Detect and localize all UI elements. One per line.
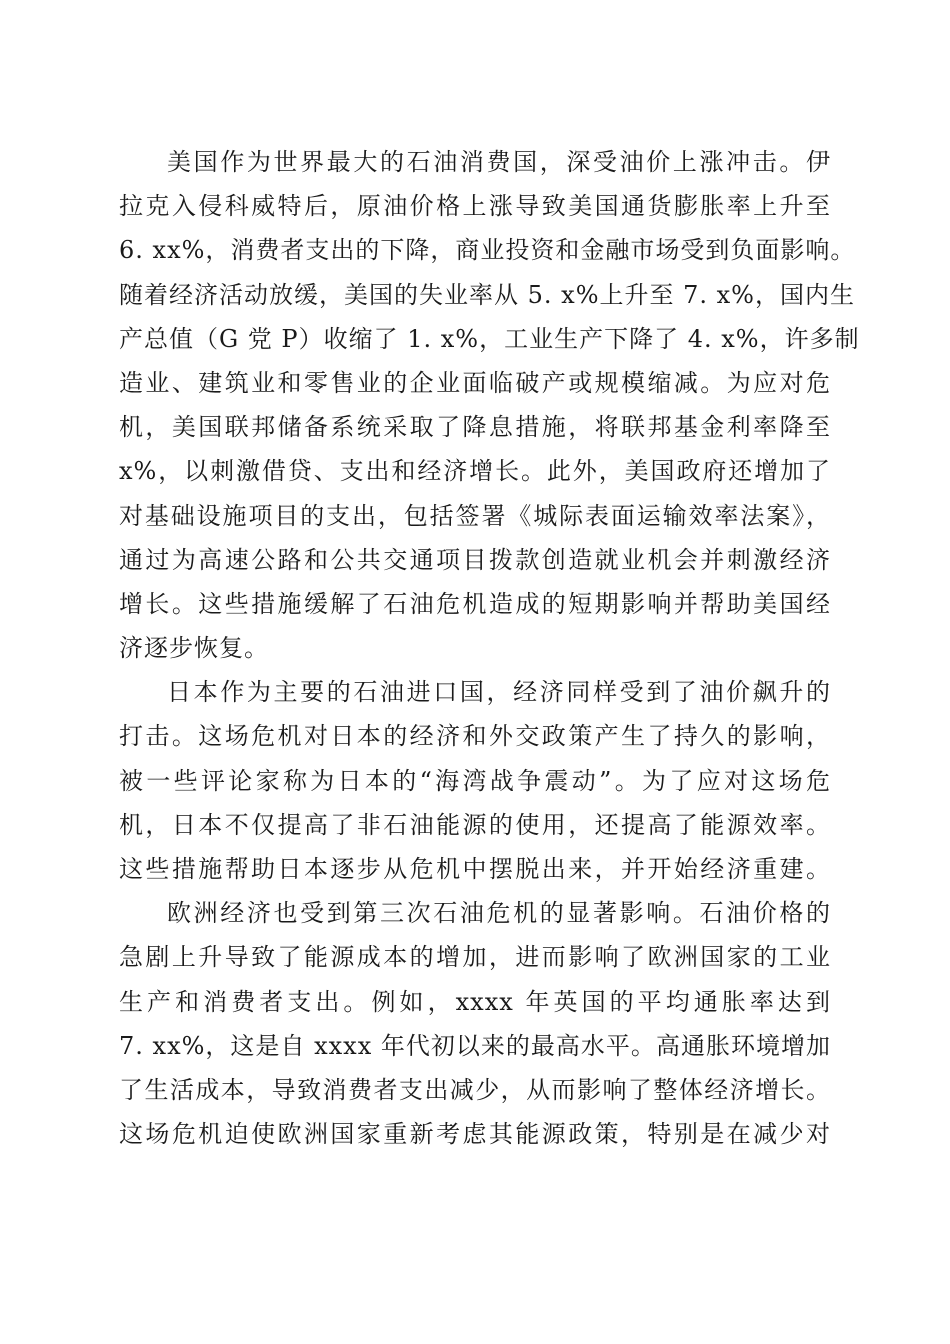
paragraph-1-line-11: 增长。这些措施缓解了石油危机造成的短期影响并帮助美国经 [119, 589, 831, 618]
paragraph-1-line-4: 随着经济活动放缓，美国的失业率从 5. x%上升至 7. x%，国内生 [119, 280, 855, 309]
paragraph-3-line-5: 了生活成本，导致消费者支出减少，从而影响了整体经济增长。 [119, 1075, 831, 1104]
paragraph-1-line-3: 6. xx%，消费者支出的下降，商业投资和金融市场受到负面影响。 [119, 236, 856, 265]
paragraph-3-line-6: 这场危机迫使欧洲国家重新考虑其能源政策，特别是在减少对 [119, 1120, 831, 1149]
paragraph-3-line-2: 急剧上升导致了能源成本的增加，进而影响了欧洲国家的工业 [119, 943, 831, 972]
body-text [119, 140, 860, 1156]
paragraph-1-line-5: 产总值（G 党 P）收缩了 1. x%，工业生产下降了 4. x%，许多制 [119, 324, 860, 353]
paragraph-1-line-1: 美国作为世界最大的石油消费国，深受油价上涨冲击。伊 [167, 148, 831, 176]
paragraph-2-line-2: 打击。这场危机对日本的经济和外交政策产生了持久的影响， [119, 722, 831, 751]
paragraph-1-line-6: 造业、建筑业和零售业的企业面临破产或规模缩减。为应对危 [119, 368, 831, 397]
paragraph-1-line-8: x%，以刺激借贷、支出和经济增长。此外，美国政府还增加了 [119, 457, 831, 486]
paragraph-1-line-7: 机，美国联邦储备系统采取了降息措施，将联邦基金利率降至 [119, 413, 831, 442]
paragraph-2-line-3: 被一些评论家称为日本的“海湾战争震动”。为了应对这场危 [119, 766, 831, 795]
paragraph-1-line-10: 通过为高速公路和公共交通项目拨款创造就业机会并刺激经济 [119, 545, 831, 574]
paragraph-3-line-3: 生产和消费者支出。例如，xxxx 年英国的平均通胀率达到 [119, 987, 831, 1016]
paragraph-3-line-4: 7. xx%，这是自 xxxx 年代初以来的最高水平。高通胀环境增加 [119, 1031, 831, 1060]
paragraph-2-line-5: 这些措施帮助日本逐步从危机中摆脱出来，并开始经济重建。 [119, 855, 831, 883]
paragraph-1-line-9: 对基础设施项目的支出，包括签署《城际表面运输效率法案》， [119, 501, 831, 530]
paragraph-2-line-1: 日本作为主要的石油进口国，经济同样受到了油价飙升的 [167, 678, 831, 707]
paragraph-2-line-4: 机，日本不仅提高了非石油能源的使用，还提高了能源效率。 [119, 810, 831, 839]
paragraph-1-line-2: 拉克入侵科威特后，原油价格上涨导致美国通货膨胀率上升至 [119, 192, 831, 221]
paragraph-3-line-1: 欧洲经济也受到第三次石油危机的显著影响。石油价格的 [167, 899, 831, 928]
paragraph-1-line-12: 济逐步恢复。 [119, 634, 269, 663]
